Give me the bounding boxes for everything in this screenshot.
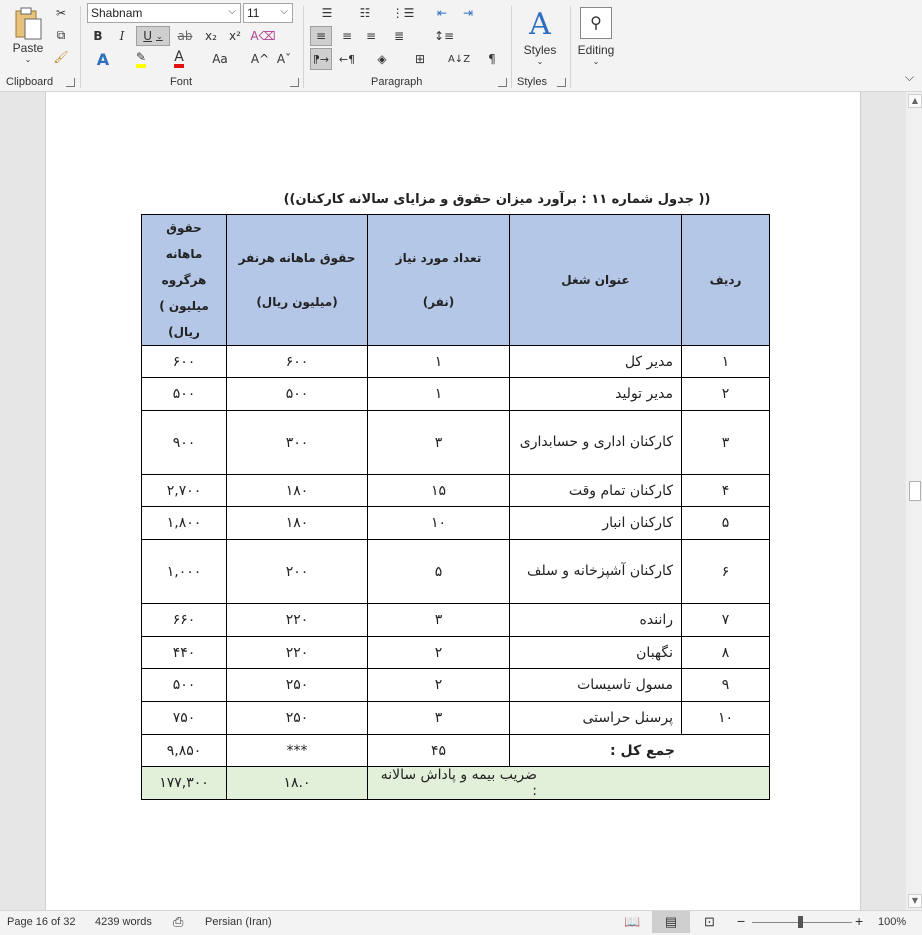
salary-per-group: ۵۰۰ — [142, 378, 227, 411]
paragraph-launcher-icon[interactable] — [498, 78, 507, 87]
job-title: کارکنان اداری و حسابداری — [510, 411, 682, 475]
styles-launcher-icon[interactable] — [557, 78, 566, 87]
justify-icon[interactable]: ≣ — [393, 29, 405, 43]
row-number: ۲ — [682, 378, 770, 411]
clear-formatting-icon[interactable]: A⌫ — [250, 29, 276, 43]
styles-icon: A — [529, 6, 551, 42]
annual-total: ۱۷۷,۳۰۰ — [142, 767, 227, 800]
total-label: جمع کل : — [510, 735, 770, 767]
total-row — [142, 735, 770, 767]
job-title: مدیر تولید — [510, 378, 682, 411]
salary-per-person: ۲۰۰ — [227, 540, 368, 604]
staff-count: ۱ — [368, 378, 510, 411]
salary-per-group: ۷۵۰ — [142, 702, 227, 735]
cut-icon[interactable]: ✂ — [55, 6, 67, 20]
group-divider — [570, 6, 571, 88]
salary-per-person: ۳۰۰ — [227, 411, 368, 475]
collapse-ribbon-icon[interactable]: ⌵ — [904, 70, 914, 84]
paste-label: Paste — [12, 40, 44, 55]
table-row — [142, 669, 770, 702]
word-count[interactable]: 4239 words — [95, 916, 152, 928]
chevron-down-icon: ⌵ — [280, 6, 288, 17]
salary-per-person: ۲۲۰ — [227, 637, 368, 669]
header-job-title: عنوان شغل — [510, 215, 682, 346]
paste-dropdown-icon[interactable]: ⌄ — [24, 54, 32, 64]
scroll-up-icon[interactable]: ▲ — [908, 94, 922, 108]
font-group-label: Font — [170, 76, 193, 88]
table-row — [142, 604, 770, 637]
header-per-group-line3: میلیون ) — [159, 299, 209, 313]
web-layout-icon[interactable]: ⊡ — [704, 914, 715, 929]
font-family-value: Shabnam — [91, 6, 143, 20]
table-header-row — [142, 215, 770, 346]
subscript-button[interactable]: x₂ — [205, 29, 217, 43]
paragraph-group-label: Paragraph — [371, 76, 423, 88]
header-per-person-unit: (میلیون ریال) — [256, 295, 338, 309]
table-row — [142, 637, 770, 669]
bullets-icon[interactable]: ☰ — [321, 6, 333, 20]
table-row — [142, 702, 770, 735]
chevron-down-icon: ⌄ — [536, 56, 544, 66]
chevron-down-icon: ⌄ — [156, 31, 163, 41]
change-case-button[interactable]: Aa — [212, 52, 228, 66]
zoom-out-icon[interactable]: − — [737, 913, 746, 929]
job-title: پرسنل حراستی — [510, 702, 682, 735]
styles-button[interactable] — [518, 4, 562, 68]
total-per-person: *** — [227, 735, 368, 767]
editing-button[interactable] — [576, 4, 616, 68]
table-row — [142, 507, 770, 540]
salary-per-group: ۱,۰۰۰ — [142, 540, 227, 604]
staff-count: ۵ — [368, 540, 510, 604]
salary-per-group: ۱,۸۰۰ — [142, 507, 227, 540]
underline-button[interactable] — [136, 26, 170, 46]
header-count — [368, 215, 510, 346]
header-per-person — [227, 215, 368, 346]
editing-button-label: Editing — [577, 42, 615, 57]
staff-count: ۱۵ — [368, 475, 510, 507]
group-divider — [303, 6, 304, 88]
group-divider — [511, 6, 512, 88]
salary-per-person: ۱۸۰ — [227, 475, 368, 507]
search-icon: ⚲ — [580, 7, 612, 39]
sort-button[interactable]: A↓Z — [447, 53, 471, 65]
row-number: ۷ — [682, 604, 770, 637]
font-color-icon: A — [174, 50, 184, 68]
table-row — [142, 540, 770, 604]
row-number: ۵ — [682, 507, 770, 540]
staff-count: ۲ — [368, 637, 510, 669]
line-spacing-icon[interactable]: ↕≡ — [433, 29, 455, 43]
row-number: ۹ — [682, 669, 770, 702]
decrease-indent-icon[interactable]: ⇤ — [436, 6, 448, 20]
strikethrough-button[interactable]: ab — [177, 29, 193, 43]
shrink-font-button[interactable]: Aˇ — [276, 52, 292, 66]
show-formatting-button[interactable]: ¶ — [488, 52, 496, 66]
total-per-group: ۹,۸۵۰ — [142, 735, 227, 767]
row-number: ۳ — [682, 411, 770, 475]
document-canvas — [0, 92, 906, 910]
italic-button[interactable]: I — [119, 29, 125, 43]
styles-group-label: Styles — [517, 76, 547, 88]
language-indicator[interactable]: Persian (Iran) — [205, 916, 272, 928]
clipboard-group-label: Clipboard — [6, 76, 54, 88]
ltr-direction-icon[interactable]: ⁋→ — [310, 48, 332, 70]
rtl-direction-icon[interactable]: ←¶ — [338, 52, 356, 66]
table-caption: (( جدول شماره ۱۱ : برآورد میزان حقوق و مزایای سالانه کارکنان)) — [283, 192, 711, 207]
font-launcher-icon[interactable] — [290, 78, 299, 87]
coefficient-label: ضریب بیمه و پاداش سالانه : — [368, 767, 770, 800]
salary-per-person: ۲۲۰ — [227, 604, 368, 637]
staff-count: ۲ — [368, 669, 510, 702]
job-title: کارکنان تمام وقت — [510, 475, 682, 507]
job-title: مدیر کل — [510, 346, 682, 378]
highlight-icon: ✎ — [136, 50, 146, 68]
salary-per-person: ۲۵۰ — [227, 702, 368, 735]
staff-count: ۳ — [368, 411, 510, 475]
format-painter-icon[interactable]: 🖌 — [53, 50, 69, 64]
vertical-scrollbar[interactable] — [906, 92, 922, 910]
chevron-down-icon: ⌵ — [228, 6, 236, 17]
row-number: ۶ — [682, 540, 770, 604]
header-per-person-label: حقوق ماهانه هرنفر — [238, 251, 356, 265]
shading-icon[interactable]: ◈ — [377, 52, 387, 66]
align-center-icon[interactable]: ≡ — [341, 29, 353, 43]
job-title: کارکنان آشپزخانه و سلف — [510, 540, 682, 604]
job-title: نگهبان — [510, 637, 682, 669]
superscript-button[interactable]: x² — [229, 29, 241, 43]
staff-count: ۱ — [368, 346, 510, 378]
align-right-icon[interactable]: ≡ — [365, 29, 377, 43]
proofing-icon[interactable]: ⎙ — [173, 914, 184, 929]
copy-icon[interactable]: ⧉ — [56, 27, 66, 42]
salary-table — [141, 214, 770, 800]
staff-count: ۱۰ — [368, 507, 510, 540]
job-title: راننده — [510, 604, 682, 637]
status-bar — [0, 910, 922, 935]
zoom-slider-thumb[interactable] — [798, 916, 803, 928]
scrollbar-thumb[interactable] — [909, 481, 921, 501]
salary-per-group: ۲,۷۰۰ — [142, 475, 227, 507]
staff-count: ۳ — [368, 702, 510, 735]
header-row-number: ردیف — [682, 215, 770, 346]
read-mode-icon[interactable]: 📖 — [624, 914, 641, 929]
document-page[interactable] — [45, 92, 861, 910]
salary-per-person: ۶۰۰ — [227, 346, 368, 378]
scroll-down-icon[interactable]: ▼ — [908, 894, 922, 908]
numbering-icon[interactable]: ☷ — [359, 6, 371, 20]
increase-indent-icon[interactable]: ⇥ — [462, 6, 474, 20]
header-per-group-line2: هرگروه — [161, 273, 207, 287]
salary-per-group: ۵۰۰ — [142, 669, 227, 702]
salary-per-group: ۶۶۰ — [142, 604, 227, 637]
job-title: کارکنان انبار — [510, 507, 682, 540]
font-color-button[interactable] — [164, 48, 194, 70]
clipboard-launcher-icon[interactable] — [66, 78, 75, 87]
zoom-level[interactable]: 100% — [878, 916, 907, 928]
styles-button-label: Styles — [523, 42, 557, 57]
text-effects-button[interactable]: A — [96, 49, 110, 69]
coefficient-value: ۱۸.۰ — [227, 767, 368, 800]
align-left-icon[interactable]: ≡ — [310, 26, 332, 46]
header-count-unit: (نفر) — [422, 295, 455, 309]
total-count: ۴۵ — [368, 735, 510, 767]
job-title: مسول تاسیسات — [510, 669, 682, 702]
ribbon — [0, 0, 922, 92]
table-row — [142, 346, 770, 378]
table-row — [142, 475, 770, 507]
row-number: ۱۰ — [682, 702, 770, 735]
table-row — [142, 411, 770, 475]
chevron-down-icon: ⌄ — [592, 56, 600, 66]
bold-button[interactable]: B — [93, 29, 103, 43]
salary-per-person: ۲۵۰ — [227, 669, 368, 702]
paste-icon — [13, 7, 43, 41]
font-family-select[interactable] — [87, 3, 241, 23]
staff-count: ۳ — [368, 604, 510, 637]
paste-button[interactable] — [8, 4, 48, 66]
row-number: ۸ — [682, 637, 770, 669]
header-per-group-line1: حقوق ماهانه — [165, 221, 203, 261]
font-size-select[interactable] — [243, 3, 293, 23]
salary-per-group: ۶۰۰ — [142, 346, 227, 378]
row-number: ۴ — [682, 475, 770, 507]
salary-per-person: ۱۸۰ — [227, 507, 368, 540]
multilevel-list-icon[interactable]: ⋮☰ — [391, 6, 415, 20]
salary-per-group: ۹۰۰ — [142, 411, 227, 475]
salary-per-group: ۴۴۰ — [142, 637, 227, 669]
grow-font-button[interactable]: A^ — [250, 52, 270, 66]
underline-label: U — [143, 29, 153, 43]
header-per-group — [142, 215, 227, 346]
salary-per-person: ۵۰۰ — [227, 378, 368, 411]
highlight-button[interactable] — [124, 48, 158, 70]
page-indicator[interactable]: Page 16 of 32 — [7, 916, 76, 928]
font-size-value: 11 — [247, 6, 260, 20]
header-per-group-line4: ریال) — [168, 325, 200, 339]
group-divider — [80, 6, 81, 88]
borders-icon[interactable]: ⊞ — [414, 52, 426, 66]
row-number: ۱ — [682, 346, 770, 378]
print-layout-icon[interactable]: ▤ — [652, 911, 690, 933]
coefficient-row — [142, 767, 770, 800]
table-row — [142, 378, 770, 411]
zoom-in-icon[interactable]: + — [855, 913, 864, 929]
header-count-label: تعداد مورد نیاز — [395, 251, 482, 265]
